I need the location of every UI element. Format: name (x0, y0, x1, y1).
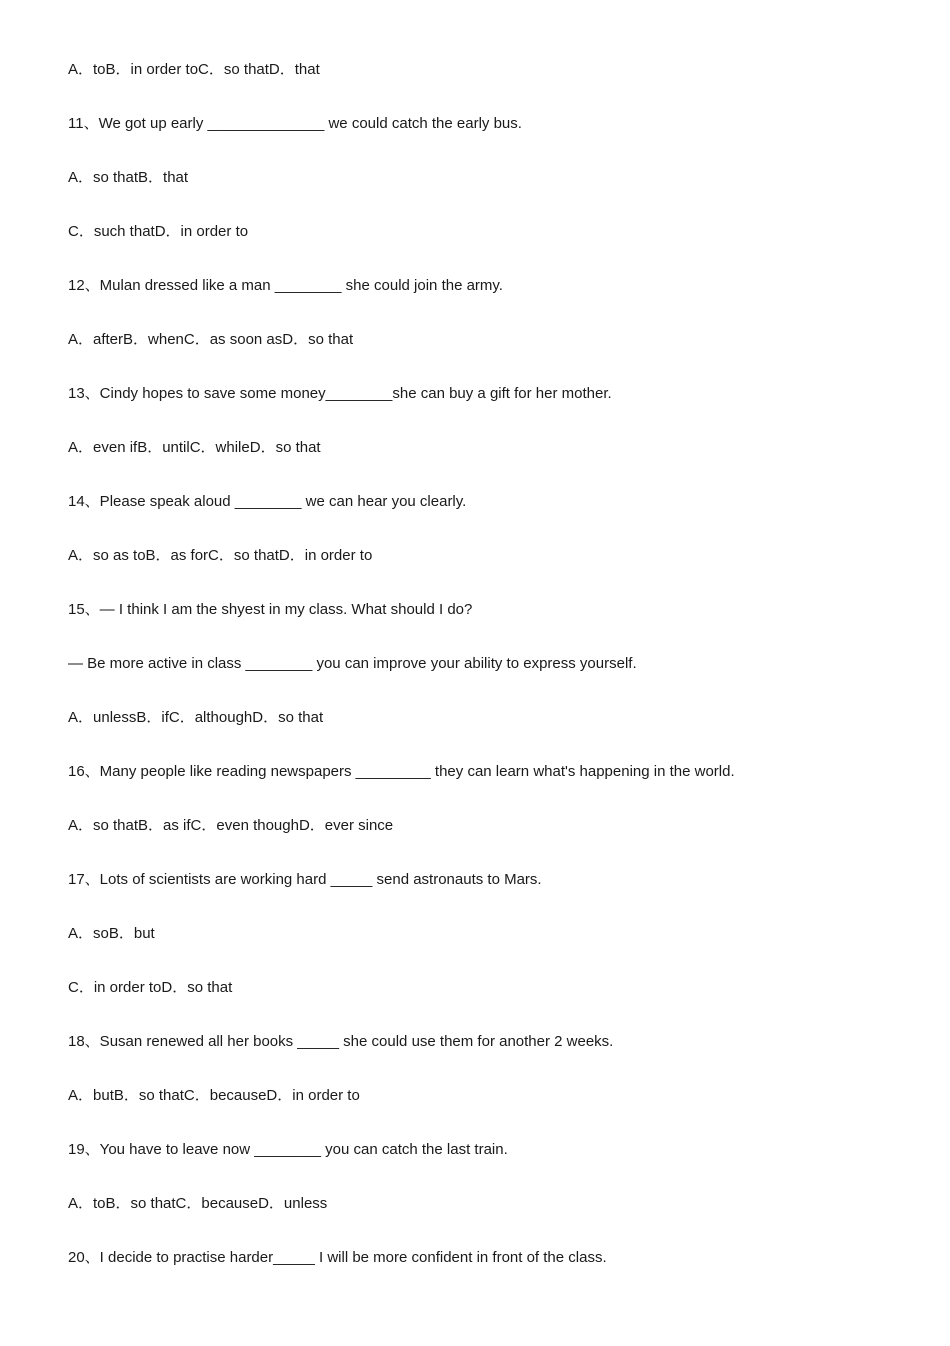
answer-options-q10: A．toB．in order toC．so thatD．that (68, 61, 320, 78)
question-14: 14、Please speak aloud ________ we can hear you clearly. (68, 493, 467, 510)
answer-options-q17-ab: A．soB．but (68, 925, 155, 942)
question-11: 11、We got up early ______________ we could catch the early bus. (68, 115, 522, 132)
answer-options-q13: A．even ifB．untilC．whileD．so that (68, 439, 321, 456)
answer-options-q14: A．so as toB．as forC．so thatD．in order to (68, 547, 373, 564)
answer-options-q11-ab: A．so thatB．that (68, 169, 189, 186)
question-15: 15、— I think I am the shyest in my class. What should I do? (68, 601, 473, 618)
question-16: 16、Many people like reading newspapers _________ they can learn what's happening in the world. (68, 763, 735, 780)
answer-options-q11-cd: C．such thatD．in order to (68, 223, 249, 240)
question-13: 13、Cindy hopes to save some money________she can buy a gift for her mother. (68, 385, 612, 402)
answer-options-q15: A．unlessB．ifC．althoughD．so that (68, 709, 324, 726)
answer-options-q19: A．toB．so thatC．becauseD．unless (68, 1195, 328, 1212)
question-17: 17、Lots of scientists are working hard _____ send astronauts to Mars. (68, 871, 542, 888)
question-19: 19、You have to leave now ________ you can catch the last train. (68, 1141, 508, 1158)
answer-options-q16: A．so thatB．as ifC．even thoughD．ever since (68, 817, 394, 834)
question-18: 18、Susan renewed all her books _____ she could use them for another 2 weeks. (68, 1033, 614, 1050)
question-15-response: — Be more active in class ________ you can improve your ability to express yourself. (68, 655, 637, 672)
answer-options-q18: A．butB．so thatC．becauseD．in order to (68, 1087, 360, 1104)
question-12: 12、Mulan dressed like a man ________ she could join the army. (68, 277, 503, 294)
answer-options-q12: A．afterB．whenC．as soon asD．so that (68, 331, 354, 348)
answer-options-q17-cd: C．in order toD．so that (68, 979, 233, 996)
question-20: 20、I decide to practise harder_____ I will be more confident in front of the class. (68, 1249, 607, 1266)
